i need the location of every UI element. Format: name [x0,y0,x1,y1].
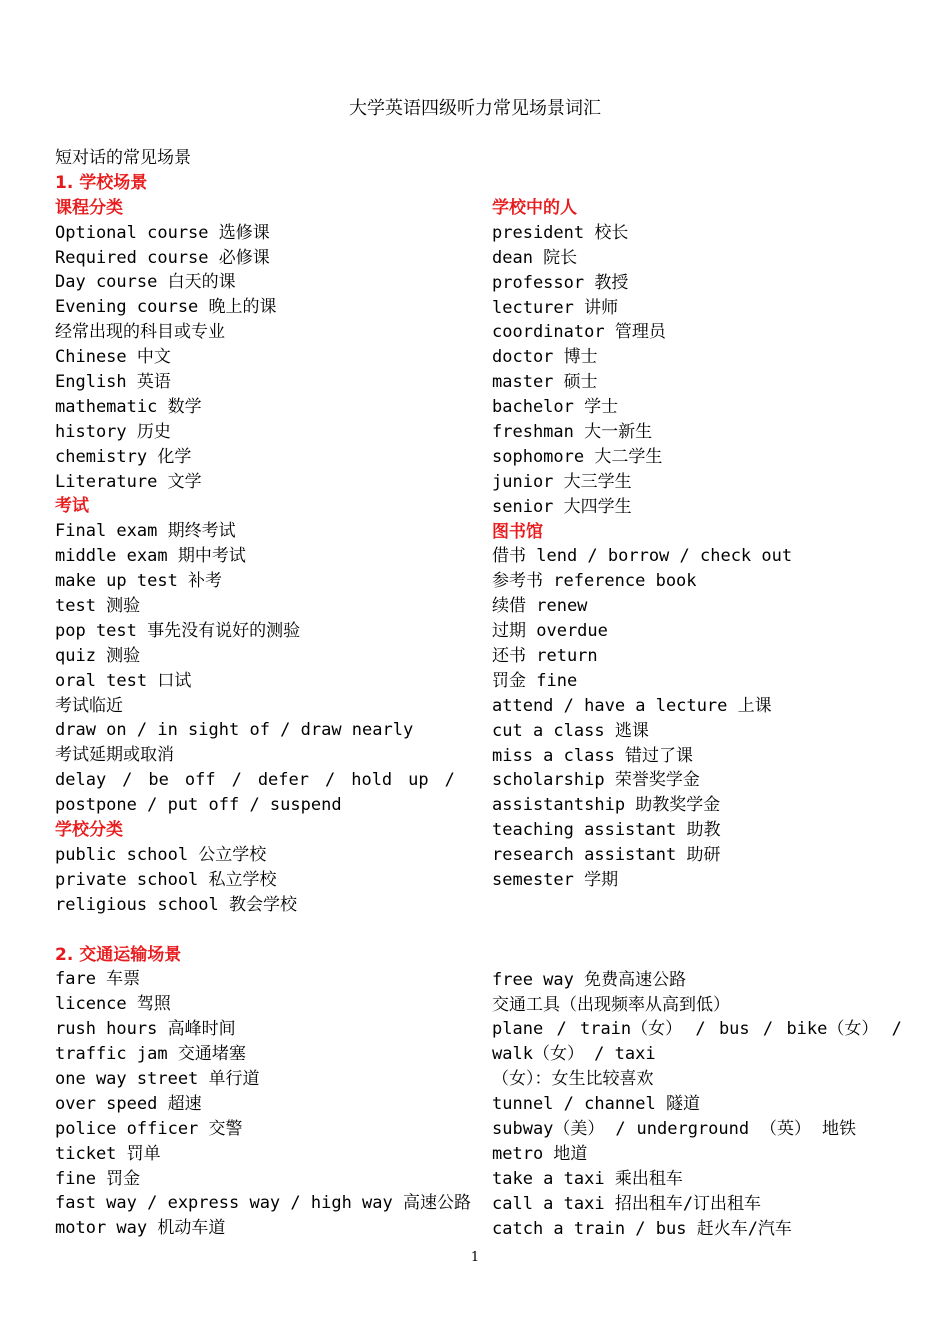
vocab-entry-justified [492,1017,902,1042]
vocab-entry: scholarship 荣誉奖学金 [492,770,700,791]
word-token: be [148,770,169,791]
word-token: off [184,770,216,791]
word-token: / [695,1019,706,1040]
vocab-entry: cut a class 逃课 [492,720,649,741]
word-token: bike（女） [786,1019,879,1040]
vocab-entry: senior 大四学生 [492,496,632,517]
vocab-entry: semester 学期 [492,870,619,891]
vocab-entry: （女）：女生比较喜欢 [492,1069,654,1090]
vocab-entry: chemistry 化学 [55,446,192,467]
vocab-entry: Evening course 晚上的课 [55,297,277,318]
vocab-entry: quiz 测验 [55,645,141,666]
vocab-entry: one way street 单行道 [55,1068,260,1089]
right-column [492,196,902,1241]
vocab-entry: catch a train / bus 赶火车/汽车 [492,1218,792,1239]
subsection-label: 考试临近 [55,695,123,716]
vocab-entry: 罚金 fine [492,670,578,691]
word-token: （英） [760,1118,812,1139]
vocab-entry: postpone / put off / suspend [55,795,342,816]
vocab-entry: tunnel / channel 隧道 [492,1094,700,1115]
vocab-entry: make up test 补考 [55,571,223,592]
spacer [55,918,465,943]
vocab-entry: teaching assistant 助教 [492,820,721,841]
vocab-entry: dean 院长 [492,247,578,268]
vocab-entry: bachelor 学士 [492,397,619,418]
page-number: 1 [470,1250,480,1265]
spacer [492,893,902,918]
vocab-entry: miss a class 错过了课 [492,745,694,766]
vocab-entry: Chinese 中文 [55,347,171,368]
vocab-entry: coordinator 管理员 [492,322,666,343]
vocab-entry: test 测验 [55,596,141,617]
vocab-entry: master 硕士 [492,372,598,393]
subsection-heading: 学校中的人 [492,198,577,218]
word-token: 地铁 [821,1118,856,1139]
vocab-entry: sophomore 大二学生 [492,446,663,467]
vocab-entry-justified [492,1117,856,1142]
vocab-entry: traffic jam 交通堵塞 [55,1044,246,1065]
vocab-entry: 参考书 reference book [492,571,697,592]
vocab-entry: freshman 大一新生 [492,422,653,443]
vocab-entry: junior 大三学生 [492,471,632,492]
word-token: up [408,770,429,791]
vocab-entry: assistantship 助教奖学金 [492,795,721,816]
vocab-entry: over speed 超速 [55,1093,202,1114]
vocab-entry: Required course 必修课 [55,247,270,268]
vocab-entry: Literature 文学 [55,471,202,492]
left-column [55,146,471,1241]
vocab-entry: professor 教授 [492,272,629,293]
subsection-label: 经常出现的科目或专业 [55,322,225,343]
vocab-entry: 还书 return [492,646,598,667]
subsection-label: 考试延期或取消 [55,745,174,766]
word-token: / [556,1019,567,1040]
vocab-entry: draw on / in sight of / draw nearly [55,720,414,741]
subsection-heading: 考试 [55,496,89,517]
word-token: / [615,1118,626,1139]
vocab-entry: metro 地道 [492,1143,588,1164]
vocab-entry: oral test 口试 [55,670,192,691]
vocab-entry: free way 免费高速公路 [492,969,687,990]
word-token: / [231,770,242,791]
intro-heading: 短对话的常见场景 [55,148,191,168]
word-token: / [444,770,455,791]
vocab-entry: Final exam 期终考试 [55,521,236,542]
vocab-entry: fine 罚金 [55,1168,141,1189]
vocab-entry: doctor 博士 [492,347,598,368]
vocab-entry: English 英语 [55,372,171,393]
vocab-entry: mathematic 数学 [55,396,202,417]
word-token: / [762,1019,774,1040]
vocab-entry: fare 车票 [55,969,141,990]
spacer [492,943,902,968]
word-token: train（女） [579,1019,683,1040]
word-token: defer [257,770,309,791]
vocab-entry: public school 公立学校 [55,844,267,865]
vocab-entry: president 校长 [492,222,629,243]
vocab-entry: rush hours 高峰时间 [55,1019,236,1040]
vocab-entry: pop test 事先没有说好的测验 [55,620,301,641]
vocab-entry: middle exam 期中考试 [55,546,246,567]
section-heading: 1. 学校场景 [55,172,148,193]
vocab-entry: 借书 lend / borrow / check out [492,546,793,567]
word-token: underground [636,1118,750,1139]
word-token: delay [55,770,107,791]
spacer [492,918,902,943]
word-token: / [122,770,133,791]
vocab-entry: walk（女） / taxi [492,1044,656,1065]
vocab-entry: attend / have a lecture 上课 [492,695,772,716]
document-title: 大学英语四级听力常见场景词汇 [349,98,601,119]
vocab-entry: take a taxi 乘出租车 [492,1168,683,1189]
vocab-entry: history 历史 [55,421,171,442]
vocab-entry-justified [55,768,455,793]
vocab-entry: licence 驾照 [55,994,171,1015]
subsection-heading: 学校分类 [55,820,123,841]
vocab-entry: Day course 白天的课 [55,272,236,293]
vocab-entry: private school 私立学校 [55,869,277,890]
subsection-heading: 课程分类 [55,197,123,218]
vocab-entry: research assistant 助研 [492,845,721,866]
vocab-entry: ticket 罚单 [55,1143,161,1164]
subsection-heading: 图书馆 [492,521,543,542]
vocab-entry: Optional course 选修课 [55,222,270,243]
section-heading: 2. 交通运输场景 [55,944,182,965]
vocab-entry: police officer 交警 [55,1118,243,1139]
vocab-entry: motor way 机动车道 [55,1218,226,1239]
word-token: hold [351,770,393,791]
vocab-entry: 过期 overdue [492,621,608,642]
vocab-entry: 交通工具（出现频率从高到低） [492,994,730,1015]
word-token: plane [492,1019,544,1040]
word-token: subway（美） [492,1118,605,1139]
vocab-entry: religious school 教会学校 [55,894,297,915]
vocab-entry: fast way / express way / high way 高速公路 [55,1193,471,1214]
word-token: / [324,770,336,791]
word-token: / [891,1019,902,1040]
word-token: bus [718,1019,750,1040]
vocab-entry: call a taxi 招出租车/订出租车 [492,1193,762,1214]
vocab-entry: lecturer 讲师 [492,297,619,318]
vocab-entry: 续借 renew [492,596,588,617]
